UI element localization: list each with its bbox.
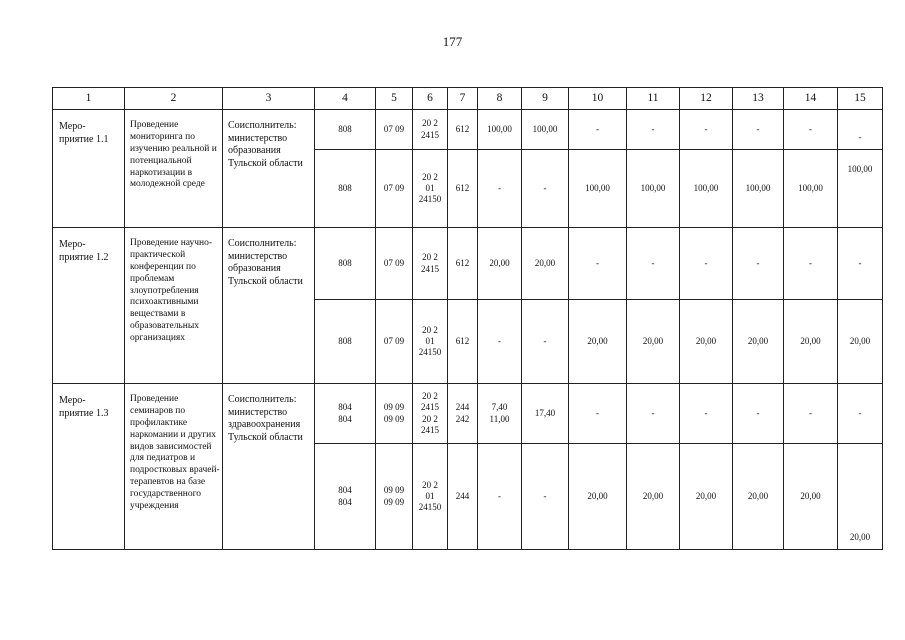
table-cell: 20,00 [680,444,733,550]
table-cell: 09 09 09 09 [376,384,413,444]
table-cell: - [784,110,838,150]
table-cell: - [522,444,569,550]
table-cell: 07 09 [376,300,413,384]
col-header: 9 [522,88,569,110]
event-name: Проведение мониторинга по изучению реальной и потенциальной наркотизации в молодежной среде [125,110,223,228]
col-header: 10 [569,88,627,110]
table-cell: 09 09 09 09 [376,444,413,550]
event-name: Проведение семинаров по профилактике наркомании и других видов зависимостей для педиатров и подростковых врачей-терапевтов на базе государственного учреждения [125,384,223,550]
table-cell: 20,00 [569,444,627,550]
table-cell: 20,00 [784,444,838,550]
table-cell: 20,00 [733,444,784,550]
table-cell: 17,40 [522,384,569,444]
table-cell: 20 2 2415 20 2 2415 [413,384,448,444]
table-cell: 808 [315,300,376,384]
table-cell: - [838,384,883,444]
table-cell: 20,00 [627,444,680,550]
col-header: 8 [478,88,522,110]
table-cell: 808 [315,228,376,300]
table-cell: 612 [448,300,478,384]
event-executor: Соисполнитель: министерство образования Тульской области [223,110,315,228]
table-cell: - [733,110,784,150]
table-cell: 20,00 [522,228,569,300]
table-cell: 612 [448,150,478,228]
table-cell: - [569,110,627,150]
table-cell: 20,00 [733,300,784,384]
table-cell: 100,00 [733,150,784,228]
table-cell: 20,00 [838,444,883,550]
table-cell: - [569,228,627,300]
table-cell: 20 2 01 24150 [413,300,448,384]
event-executor: Соисполнитель: министерство образования Тульской области [223,228,315,384]
table-cell: 7,40 11,00 [478,384,522,444]
col-header: 5 [376,88,413,110]
table-cell: 20,00 [478,228,522,300]
table-cell: - [680,228,733,300]
col-header: 2 [125,88,223,110]
table-cell: 612 [448,110,478,150]
table-cell: 808 [315,150,376,228]
table-cell: - [569,384,627,444]
table-cell: 20,00 [627,300,680,384]
col-header: 15 [838,88,883,110]
table-cell: 07 09 [376,150,413,228]
table-cell: 244 242 [448,384,478,444]
table-cell: - [627,384,680,444]
table-cell: 244 [448,444,478,550]
col-header: 12 [680,88,733,110]
header-row [53,88,883,110]
table-cell: - [680,384,733,444]
budget-table [52,87,883,550]
table-cell: 20,00 [784,300,838,384]
col-header: 11 [627,88,680,110]
table-cell: 808 [315,110,376,150]
table-cell: 100,00 [784,150,838,228]
table-cell: - [478,300,522,384]
table-cell: 804 804 [315,444,376,550]
table-cell: 100,00 [569,150,627,228]
event-executor: Соисполнитель: министерство здравоохранения Тульской области [223,384,315,550]
table-cell: 612 [448,228,478,300]
table-cell: 100,00 [680,150,733,228]
table-cell: 20,00 [838,300,883,384]
table-row [53,384,883,444]
table-cell: - [478,444,522,550]
table-cell: 20 2 01 24150 [413,150,448,228]
table-cell: 100,00 [627,150,680,228]
table-cell: 20,00 [680,300,733,384]
table-cell: - [838,110,883,150]
table-cell: - [680,110,733,150]
table-cell: - [733,228,784,300]
col-header: 6 [413,88,448,110]
table-cell: 20 2 2415 [413,110,448,150]
col-header: 4 [315,88,376,110]
table-cell: 07 09 [376,110,413,150]
table-cell: 100,00 [522,110,569,150]
table-cell: - [733,384,784,444]
table-row [53,228,883,300]
table-cell: 100,00 [478,110,522,150]
table-cell: 20,00 [569,300,627,384]
table-cell: - [627,228,680,300]
table-cell: 804 804 [315,384,376,444]
col-header: 13 [733,88,784,110]
table-cell: - [627,110,680,150]
table-cell: - [522,150,569,228]
event-label: Меро- приятие 1.3 [53,384,125,550]
col-header: 3 [223,88,315,110]
col-header: 14 [784,88,838,110]
table-cell: 100,00 [838,150,883,228]
table-cell: - [522,300,569,384]
table-cell: - [784,228,838,300]
table-cell: 07 09 [376,228,413,300]
table-cell: - [838,228,883,300]
event-label: Меро- приятие 1.1 [53,110,125,228]
table-row [53,110,883,150]
table-cell: 20 2 01 24150 [413,444,448,550]
col-header: 1 [53,88,125,110]
event-name: Проведение научно-практической конференции по проблемам злоупотребления психоактивными веществами в образовательных организациях [125,228,223,384]
table-cell: - [784,384,838,444]
event-label: Меро- приятие 1.2 [53,228,125,384]
table-cell: 20 2 2415 [413,228,448,300]
page-number: 177 [442,34,463,49]
table-cell: - [478,150,522,228]
col-header: 7 [448,88,478,110]
